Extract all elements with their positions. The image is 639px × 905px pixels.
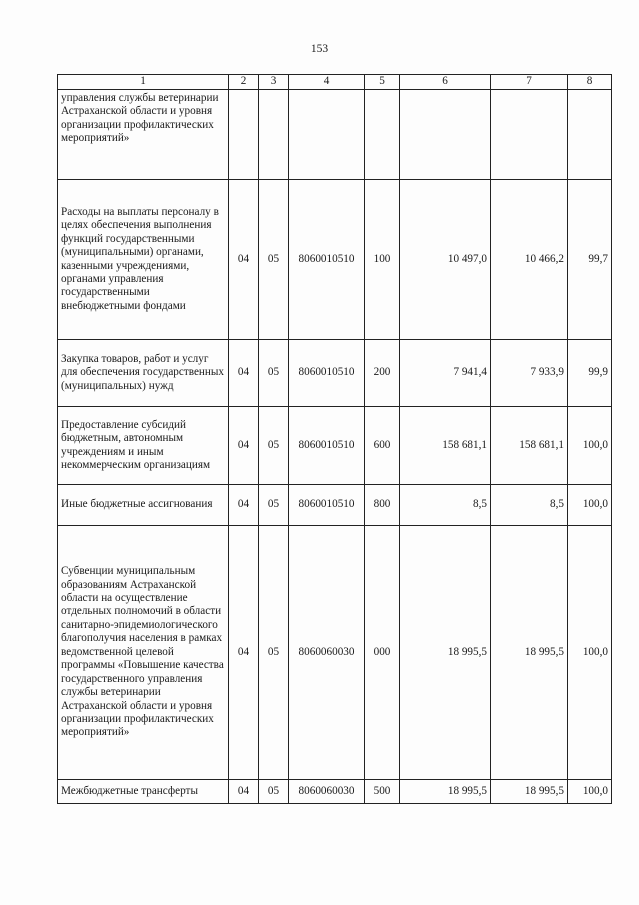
execution-percent: 100,0 — [568, 780, 612, 804]
executed-amount: 7 933,9 — [491, 340, 568, 407]
expense-type-code: 000 — [365, 526, 400, 780]
executed-amount: 10 466,2 — [491, 180, 568, 340]
table-row — [58, 780, 612, 804]
planned-amount: 8,5 — [400, 485, 491, 526]
row-description: Субвенции муниципальным образованиям Астраханской области на осуществление отдельных полномочий в области санитарно-эпидемиологического благополучия населения в рамках ведомственной целевой программы «Повышение качества государственного управления службы ветеринарии Астраханской области и уровня организации профилактических мероприятий» — [58, 526, 229, 780]
execution-percent: 100,0 — [568, 407, 612, 485]
section-code: 04 — [229, 526, 259, 780]
row-description: Иные бюджетные ассигнования — [58, 485, 229, 526]
subsection-code: 05 — [259, 526, 289, 780]
subsection-code: 05 — [259, 180, 289, 340]
expense-type-code — [365, 90, 400, 180]
column-header-6: 6 — [400, 75, 491, 90]
planned-amount: 18 995,5 — [400, 526, 491, 780]
expense-type-code: 800 — [365, 485, 400, 526]
subsection-code: 05 — [259, 780, 289, 804]
section-code: 04 — [229, 485, 259, 526]
target-article-code: 8060010510 — [289, 407, 365, 485]
section-code: 04 — [229, 340, 259, 407]
column-header-3: 3 — [259, 75, 289, 90]
table-header-row — [58, 75, 612, 90]
column-header-7: 7 — [491, 75, 568, 90]
executed-amount: 18 995,5 — [491, 526, 568, 780]
target-article-code: 8060060030 — [289, 526, 365, 780]
row-description: Закупка товаров, работ и услуг для обеспечения государственных (муниципальных) нужд — [58, 340, 229, 407]
execution-percent: 100,0 — [568, 485, 612, 526]
subsection-code — [259, 90, 289, 180]
execution-percent — [568, 90, 612, 180]
subsection-code: 05 — [259, 340, 289, 407]
table-row — [58, 340, 612, 407]
execution-percent: 99,9 — [568, 340, 612, 407]
executed-amount: 8,5 — [491, 485, 568, 526]
planned-amount — [400, 90, 491, 180]
planned-amount: 7 941,4 — [400, 340, 491, 407]
row-description: управления службы ветеринарии Астраханской области и уровня организации профилактических мероприятий» — [58, 90, 229, 180]
expense-type-code: 200 — [365, 340, 400, 407]
section-code: 04 — [229, 180, 259, 340]
column-header-1: 1 — [58, 75, 229, 90]
section-code — [229, 90, 259, 180]
table-row — [58, 180, 612, 340]
budget-table — [57, 74, 612, 804]
executed-amount: 18 995,5 — [491, 780, 568, 804]
row-description: Предоставление субсидий бюджетным, автономным учреждениям и иным некоммерческим организациям — [58, 407, 229, 485]
expense-type-code: 600 — [365, 407, 400, 485]
execution-percent: 100,0 — [568, 526, 612, 780]
subsection-code: 05 — [259, 485, 289, 526]
planned-amount: 10 497,0 — [400, 180, 491, 340]
target-article-code: 8060010510 — [289, 180, 365, 340]
column-header-5: 5 — [365, 75, 400, 90]
expense-type-code: 100 — [365, 180, 400, 340]
section-code: 04 — [229, 780, 259, 804]
row-description: Межбюджетные трансферты — [58, 780, 229, 804]
table-row — [58, 485, 612, 526]
planned-amount: 158 681,1 — [400, 407, 491, 485]
table-row — [58, 90, 612, 180]
target-article-code: 8060010510 — [289, 340, 365, 407]
column-header-2: 2 — [229, 75, 259, 90]
execution-percent: 99,7 — [568, 180, 612, 340]
planned-amount: 18 995,5 — [400, 780, 491, 804]
column-header-8: 8 — [568, 75, 612, 90]
table-row — [58, 526, 612, 780]
column-header-4: 4 — [289, 75, 365, 90]
executed-amount — [491, 90, 568, 180]
target-article-code — [289, 90, 365, 180]
table-row — [58, 407, 612, 485]
subsection-code: 05 — [259, 407, 289, 485]
executed-amount: 158 681,1 — [491, 407, 568, 485]
expense-type-code: 500 — [365, 780, 400, 804]
section-code: 04 — [229, 407, 259, 485]
target-article-code: 8060060030 — [289, 780, 365, 804]
page-number: 153 — [310, 43, 329, 55]
target-article-code: 8060010510 — [289, 485, 365, 526]
row-description: Расходы на выплаты персоналу в целях обеспечения выполнения функций государственными (муниципальными) органами, казенными учреждениями, органами управления государственными внебюджетными фондами — [58, 180, 229, 340]
